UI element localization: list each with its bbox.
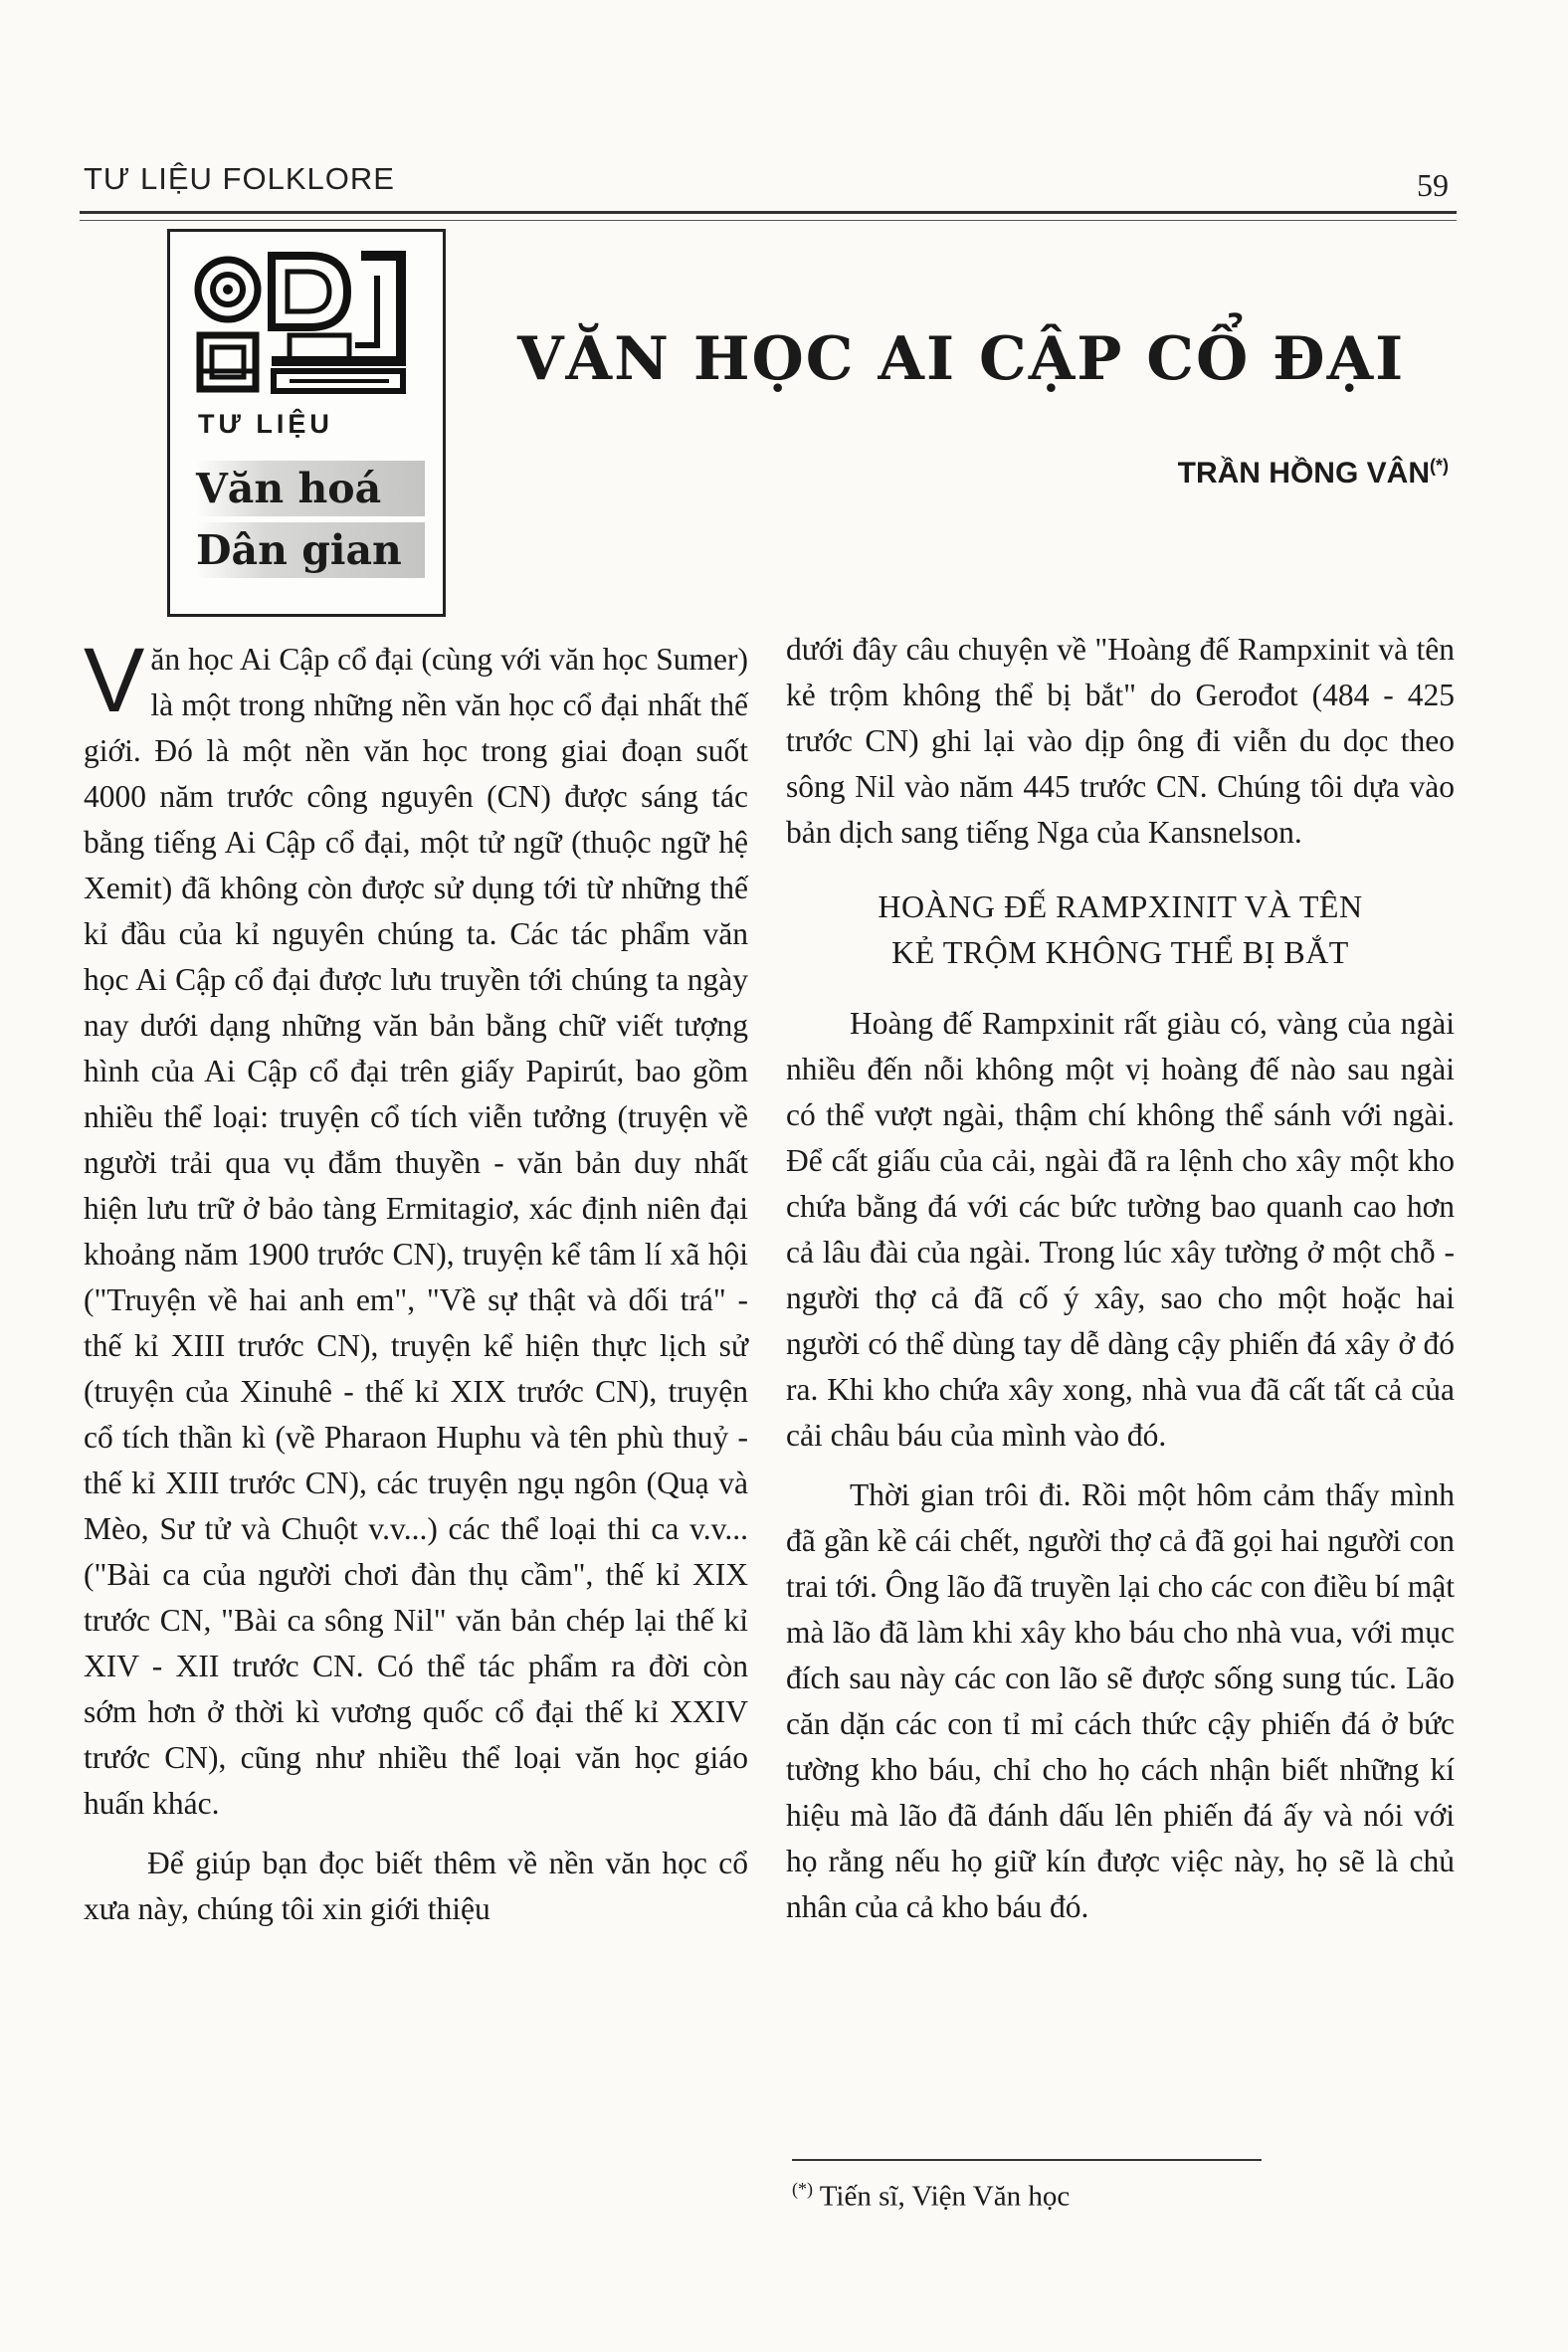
footnote-rule [792, 2159, 1262, 2161]
footnote-mark: (*) [792, 2179, 813, 2199]
running-head: TƯ LIỆU FOLKLORE [84, 161, 395, 196]
author-footnote-mark: (*) [1430, 456, 1449, 476]
header-rule-thick [80, 211, 1457, 214]
story-title-line-2: KẺ TRỘM KHÔNG THỂ BỊ BẮT [891, 934, 1349, 970]
right-column [786, 627, 1455, 1930]
folklore-logo-icon [170, 232, 443, 411]
article-title: VĂN HỌC AI CẬP CỔ ĐẠI [517, 324, 1406, 394]
footnote-text: Tiến sĩ, Viện Văn học [819, 2180, 1071, 2213]
story-title [786, 883, 1455, 975]
header-rule-thin [80, 220, 1457, 221]
footnote [792, 2169, 1070, 2217]
logo-line-3: Dân gian [196, 522, 425, 578]
story-title-line-1: HOÀNG ĐẾ RAMPXINIT VÀ TÊN [878, 888, 1363, 924]
story-paragraph-2: Thời gian trôi đi. Rồi một hôm cảm thấy mình đã gần kề cái chết, người thợ cả đã gọi hai người con trai tới. Ông lão đã truyền lại cho các con điều bí mật mà lão đã làm khi xây kho báu cho nhà vua, với mục đích sau này các con lão sẽ được sống sung túc. Lão căn dặn các con tỉ mỉ cách thức cậy phiến đá ở bức tường kho báu, chỉ cho họ cách nhận biết những kí hiệu mà lão đã đánh dấu lên phiến đá ấy và nói với họ rằng nếu họ giữ kín được việc này, họ sẽ là chủ nhân của cả kho báu đó. [786, 1477, 1455, 1924]
article-author [1178, 456, 1449, 490]
column-logo [167, 229, 446, 617]
intro-paragraph [84, 630, 748, 1827]
page-number: 59 [1417, 167, 1449, 203]
author-name: TRẦN HỒNG VÂN [1177, 457, 1430, 490]
intro-text: ăn học Ai Cập cổ đại (cùng với văn học Sumer) là một trong những nền văn học cổ đại nhất thế giới. Đó là một nền văn học trong giai đoạn suốt 4000 năm trước công nguyên (CN) được sáng tác bằng tiếng Ai Cập cổ đại, một tử ngữ (thuộc ngữ hệ Xemit) đã không còn được sử dụng tới từ những thế kỉ đầu của kỉ nguyên chúng ta. Các tác phẩm văn học Ai Cập cổ đại được lưu truyền tới chúng ta ngày nay dưới dạng những văn bản bằng chữ viết tượng hình của Ai Cập cổ đại trên giấy Papirút, bao gồm nhiều thể loại: truyện cổ tích viễn tưởng (truyện về người trải qua vụ đắm thuyền - văn bản duy nhất hiện lưu trữ ở bảo tàng Ermitagiơ, xác định niên đại khoảng năm 1900 trước CN), truyện kể tâm lí xã hội ("Truyện về hai anh em", "Về sự thật và dối trá" - thế kỉ XIII trước CN), truyện kể hiện thực lịch sử (truyện của Xinuhê - thế kỉ XIX trước CN), truyện cổ tích thần kì (về Pharaon Huphu và tên phù thuỷ - thế kỉ XIII trước CN), các truyện ngụ ngôn (Quạ và Mèo, Sư tử và Chuột v.v...) các thể loại thi ca v.v... ("Bài ca của người chơi đàn thụ cầm", thế kỉ XIX trước CN, "Bài ca sông Nil" văn bản chép lại thế kỉ XIV - XII trước CN. Có thể tác phẩm ra đời còn sớm hơn ở thời kì vương quốc cổ đại thế kỉ XXIV trước CN), cũng như nhiều thể loại văn học giáo huấn khác. [84, 642, 748, 1821]
intro-continuation: dưới đây câu chuyện về "Hoàng đế Rampxinit và tên kẻ trộm không thể bị bắt" do Gerođot (484 - 425 trước CN) ghi lại vào dịp ông đi viễn du dọc theo sông Nil vào năm 445 trước CN. Chúng tôi dựa vào bản dịch sang tiếng Nga của Kansnelson. [786, 632, 1455, 850]
intro-paragraph-2: Để giúp bạn đọc biết thêm về nền văn học cổ xưa này, chúng tôi xin giới thiệu [84, 1846, 748, 1926]
logo-line-1: TƯ LIỆU [198, 409, 333, 439]
logo-line-2: Văn hoá [196, 461, 425, 516]
drop-cap: V [84, 630, 145, 731]
left-column [84, 630, 748, 1932]
story-paragraph-1: Hoàng đế Rampxinit rất giàu có, vàng của ngài nhiều đến nỗi không một vị hoàng đế nào sau ngài có thể vượt ngài, thậm chí không thể sánh với ngài. Để cất giấu của cải, ngài đã ra lệnh cho xây một kho chứa bằng đá với các bức tường bao quanh cao hơn cả lâu đài của ngài. Trong lúc xây tường ở một chỗ - người thợ cả đã cố ý xây, sao cho một hoặc hai người có thể dùng tay dễ dàng cậy phiến đá xây ở đó ra. Khi kho chứa xây xong, nhà vua đã cất tất cả của cải châu báu của mình vào đó. [786, 1006, 1455, 1453]
